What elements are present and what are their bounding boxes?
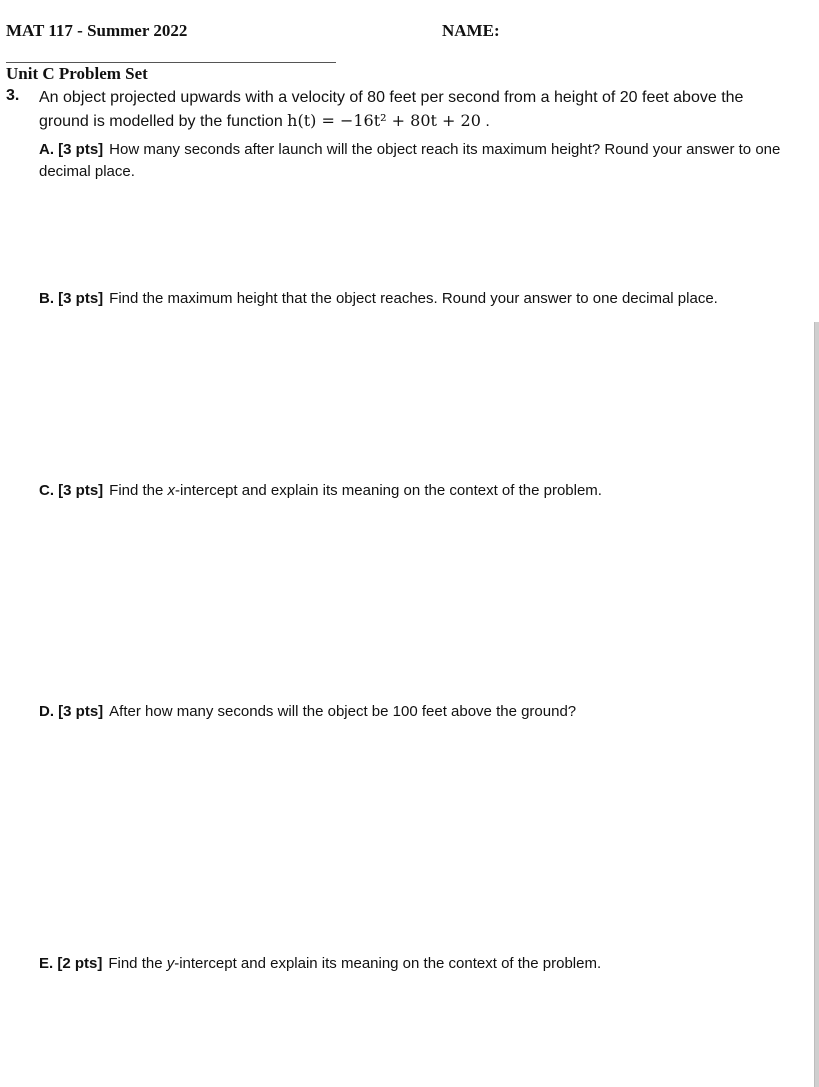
part-c-text-before: Find the (109, 482, 164, 499)
vertical-scrollbar[interactable] (814, 322, 819, 1087)
part-e (39, 953, 819, 975)
problem-stem (39, 86, 809, 133)
part-d (39, 701, 819, 723)
height-function-equation: h(t) = −16t² + 80t + 20 (287, 111, 481, 130)
stem-line-2-suffix: . (485, 113, 490, 130)
part-d-label: D. [3 pts] (39, 703, 104, 720)
part-a (39, 139, 819, 183)
part-a-text: How many seconds after launch will the object reach its maximum height? Round your answer to one decimal place. (39, 141, 781, 180)
part-b (39, 288, 819, 310)
course-title: MAT 117 - Summer 2022 (6, 21, 188, 40)
part-c-variable: x (167, 482, 176, 499)
part-e-text-before: Find the (108, 955, 163, 972)
part-e-variable: y (166, 955, 175, 972)
part-c-text-after: -intercept and explain its meaning on the context of the problem. (175, 482, 602, 499)
part-e-text-after: -intercept and explain its meaning on the context of the problem. (174, 955, 602, 972)
problem-set-title: Unit C Problem Set (6, 64, 148, 83)
part-c-label: C. [3 pts] (39, 482, 104, 499)
part-b-label: B. [3 pts] (39, 290, 104, 307)
part-a-label: A. [3 pts] (39, 141, 104, 158)
name-label: NAME: (442, 21, 500, 40)
stem-line-2 (39, 109, 809, 133)
part-c (39, 480, 819, 502)
part-d-text: After how many seconds will the object be 100 feet above the ground? (109, 703, 577, 720)
part-b-text: Find the maximum height that the object reaches. Round your answer to one decimal place. (109, 290, 718, 307)
header-divider (6, 62, 336, 63)
problem-number: 3. (6, 87, 20, 104)
part-e-label: E. [2 pts] (39, 955, 103, 972)
stem-line-1: An object projected upwards with a velocity of 80 feet per second from a height of 20 feet above the (39, 89, 744, 106)
stem-line-2-prefix: ground is modelled by the function (39, 113, 283, 130)
